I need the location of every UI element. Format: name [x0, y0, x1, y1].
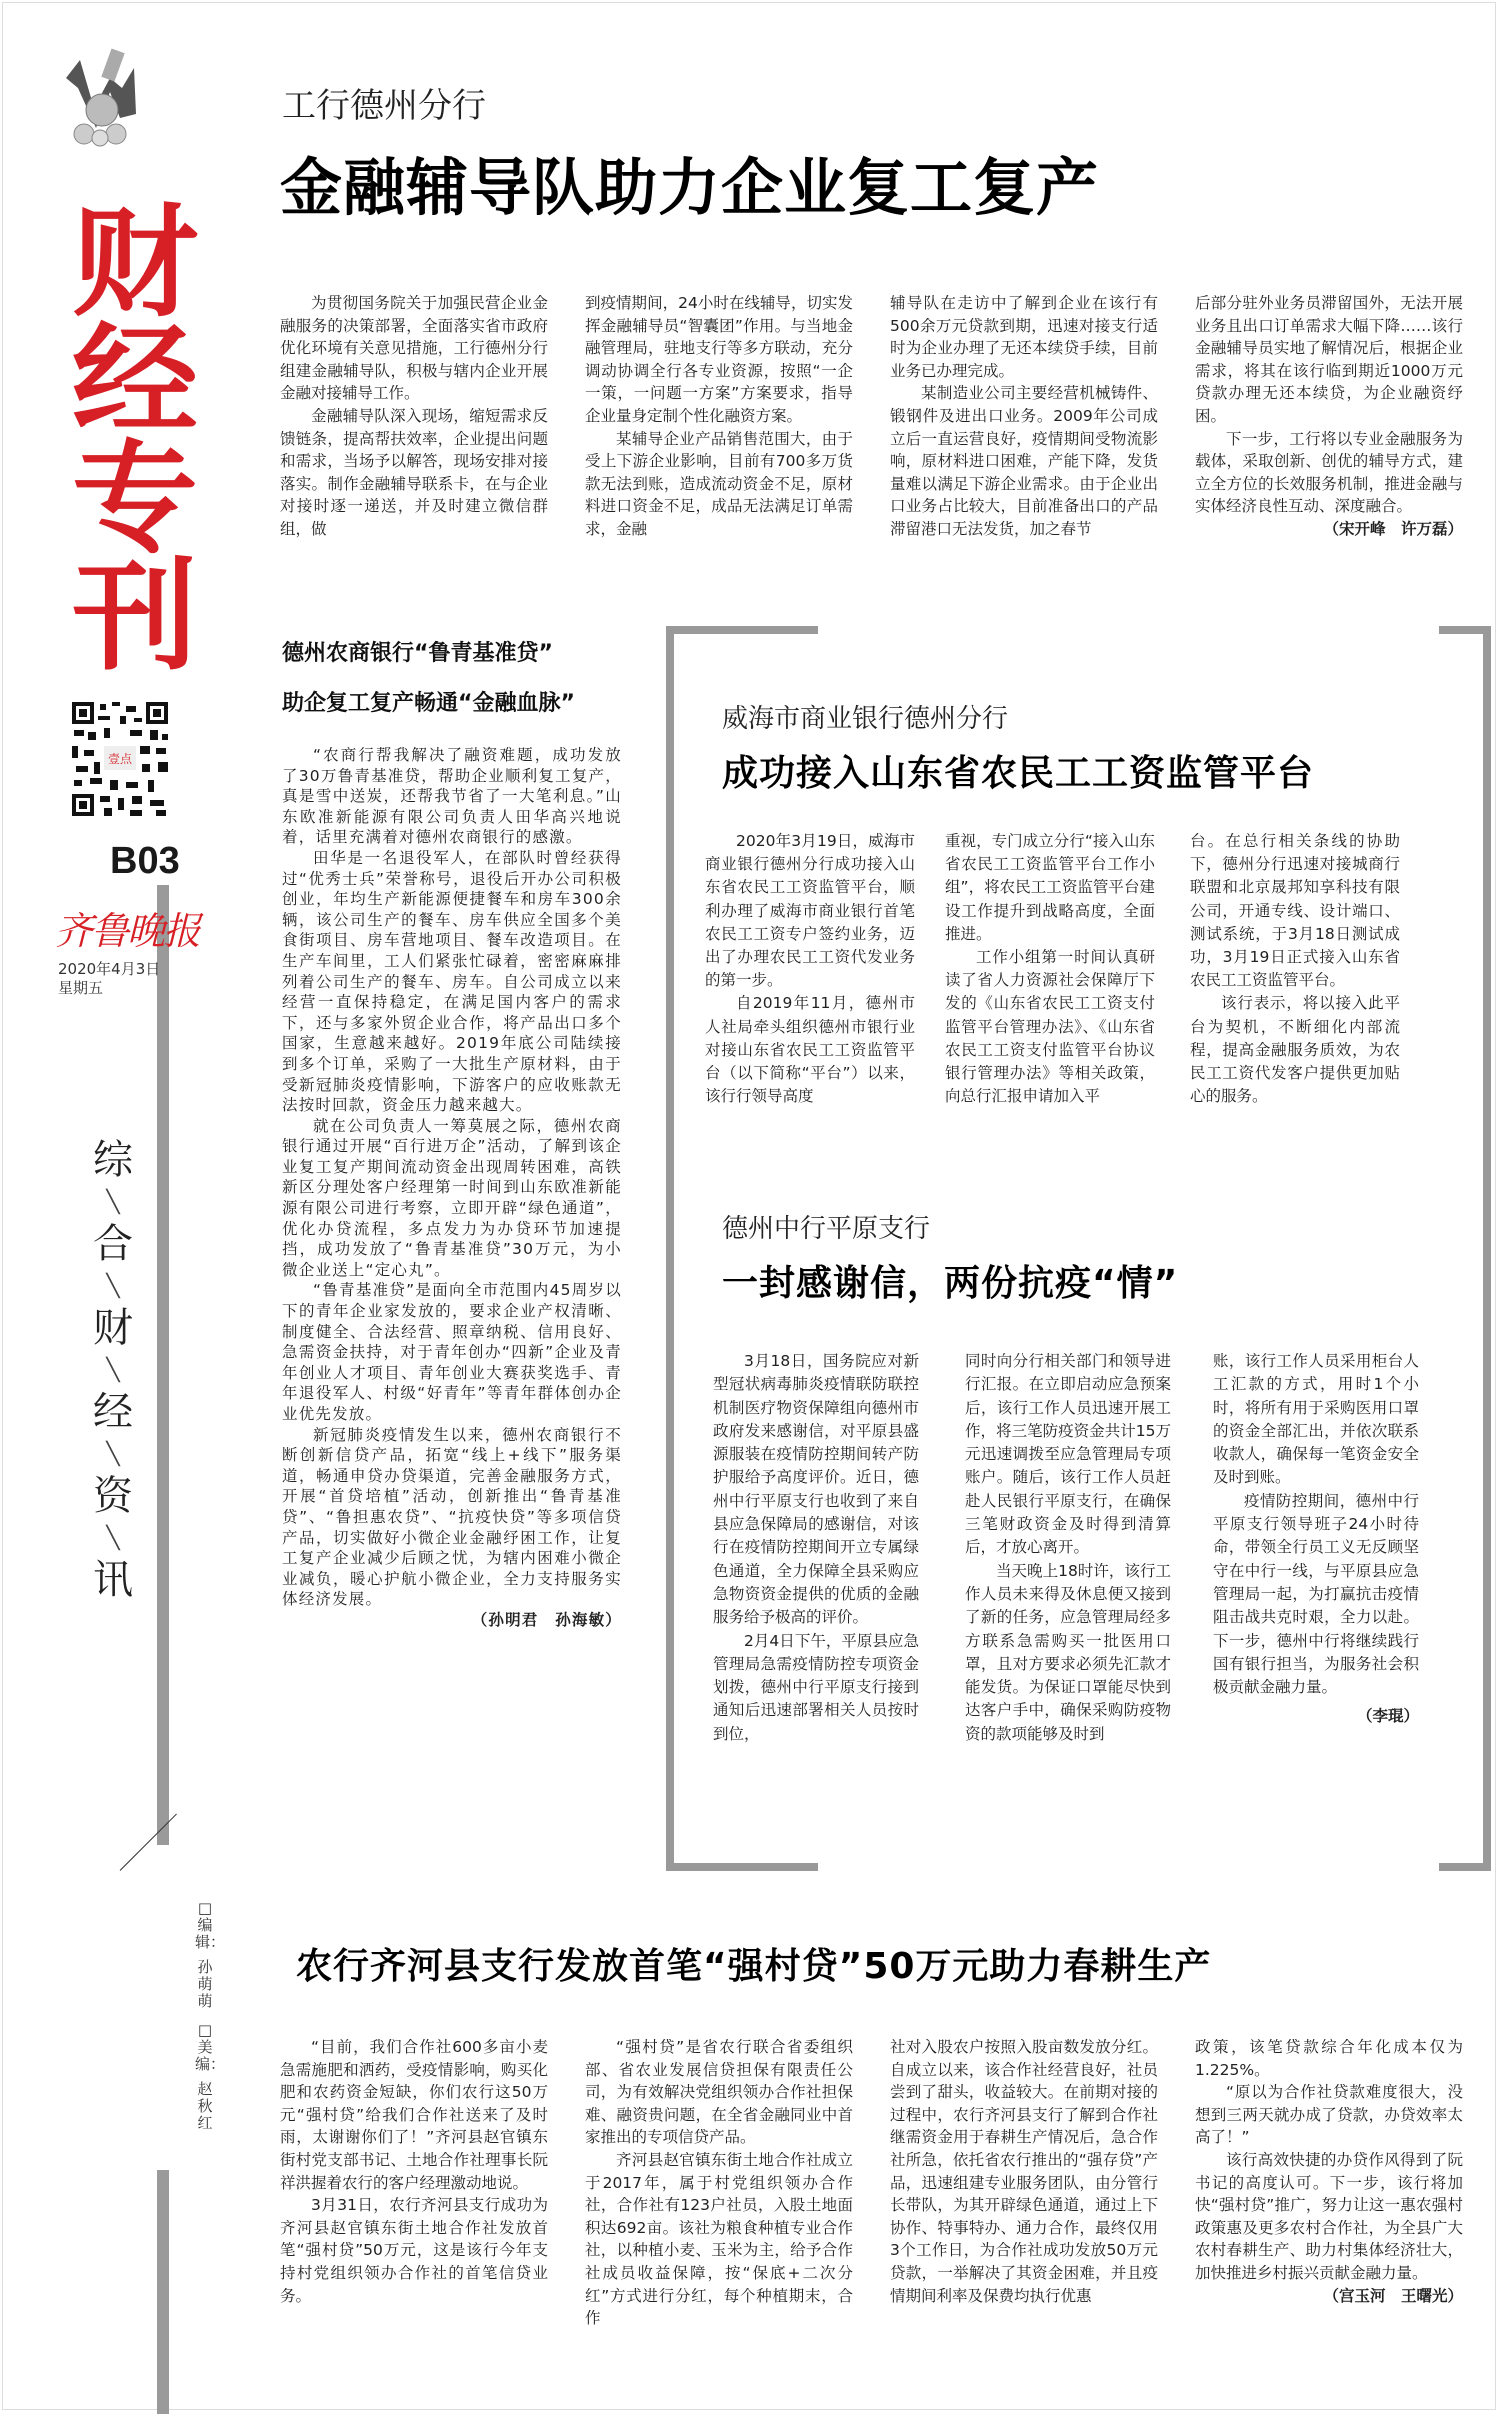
- paragraph: 后部分驻外业务员滞留国外，无法开展业务且出口订单需求大幅下降……该行金融辅导员实地了解情况后，根据企业需求，将其在该行临到期近1000万元贷款办理无还本续贷，为企业融资纾困。: [1195, 294, 1463, 425]
- section-sep: ╲: [106, 1526, 120, 1551]
- paragraph: 为贯彻国务院关于加强民营企业金融服务的决策部署，全面落实省市政府优化环境有关意见措施，工行德州分行组建金融辅导队，积极与辖内企业开展金融对接辅导工作。: [280, 294, 548, 403]
- paragraph: 政策，该笔贷款综合年化成本仅为1.225%。: [1195, 2038, 1463, 2079]
- article1-headline: 金融辅导队助力企业复工复产: [280, 151, 1100, 224]
- masthead-title: [60, 194, 210, 687]
- paragraph: 重视，专门成立分行“接入山东省农民工工资监管平台工作小组”，将农民工工资监管平台建设工作提升到战略高度，全面推进。: [945, 832, 1155, 943]
- section-label: [88, 1137, 138, 1603]
- designer-name: 赵秋红: [197, 2080, 213, 2132]
- section-sep: ╲: [106, 1442, 120, 1467]
- box-border: [666, 626, 818, 634]
- article5-col: [1195, 2036, 1463, 2307]
- paragraph: 同时向分行相关部门和领导进行汇报。在立即启动应急预案后，该行工作人员迅速开展工作，将三笔防疫资金共计15万元迅速调拨至应急管理局专项账户。随后，该行工作人员赶赴人民银行平原支行，在确保三笔财政资金及时得到清算后，才放心离开。: [965, 1352, 1171, 1557]
- section-char: 财: [93, 1305, 133, 1351]
- paragraph: 3月31日，农行齐河县支行成功为齐河县赵官镇东街土地合作社发放首笔“强村贷”50万元，这是该行今年支持村党组织领办合作社的首笔信贷业务。: [280, 2196, 548, 2305]
- paragraph: 疫情防控期间，德州中行平原支行领导班子24小时待命，带领全行员工义无反顾坚守在中行一线，与平原县应急管理局一起，为打赢抗击疫情阻击战共克时艰，全力以赴。下一步，德州中行将继续践行国有银行担当，为服务社会积极贡献金融力量。: [1213, 1491, 1419, 1697]
- paragraph: 下一步，工行将以专业金融服务为载体，采取创新、创优的辅导方式，建立全方位的长效服务机制，推进金融与实体经济良性互动、深度融合。: [1195, 429, 1463, 516]
- paragraph: “目前，我们合作社600多亩小麦急需施肥和洒药，受疫情影响，购买化肥和农药资金短缺，你们农行这50万元“强村贷”给我们合作社送来了及时雨，太谢谢你们了！”齐河县赵官镇东街村党支部书记、土地合作社理事长阮祥洪握着农行的客户经理激动地说。: [280, 2038, 548, 2192]
- article3-col: [1190, 830, 1400, 1108]
- masthead-char: 专: [72, 430, 198, 569]
- qr-center-text: 壹点: [107, 752, 133, 766]
- paragraph: 某制造业公司主要经营机械铸件、锻钢件及进出口业务。2009年公司成立后一直运营良好，疫情期间受物流影响，原材料进口困难，产能下降，发货量难以满足下游企业需求。由于企业出口业务占比较大，目前准备出口的产品滞留港口无法发货，加之春节: [890, 384, 1158, 538]
- article5-col: [585, 2036, 853, 2330]
- paragraph: 辅导队在走访中了解到企业在该行有500余万元贷款到期，迅速对接支行适时为企业办理了无还本续贷手续，目前业务已办理完成。: [890, 294, 1158, 380]
- box-border: [1439, 626, 1491, 634]
- rail-bar: [157, 885, 169, 1845]
- paragraph: 就在公司负责人一筹莫展之际，德州农商银行通过开展“百行进万企”活动，了解到该企业复工复产期间流动资金出现周转困难，高铁新区分理处客户经理第一时间到山东欧准新能源有限公司进行考察，立即开辟“绿色通道”，优化办贷流程，多点发力为办贷环节加速提挡，成功发放了“鲁青基准贷”30万元，为小微企业送上“定心丸”。: [282, 1116, 622, 1279]
- section-sep: ╲: [106, 1358, 120, 1383]
- byline: （宋开峰 许万磊）: [1323, 519, 1463, 538]
- article1-col: [585, 292, 853, 541]
- article3-col: [705, 830, 915, 1108]
- paragraph: “农商行帮我解决了融资难题，成功发放了30万鲁青基准贷，帮助企业顺利复工复产，真是雪中送炭，还帮我节省了一大笔利息。”山东欧准新能源有限公司负责人田华高兴地说着，话里充满着对德州农商银行的感激。: [282, 746, 622, 847]
- section-sep: ╲: [106, 1190, 120, 1215]
- box-border: [666, 626, 674, 1871]
- byline: （孙明君 孙海敏）: [471, 1610, 622, 1629]
- box-border: [1439, 1863, 1491, 1871]
- paragraph: 田华是一名退役军人，在部队时曾经获得过“优秀士兵”荣誉称号，退役后开办公司积极创业，年均生产新能源便捷餐车和房车300余辆，该公司生产的餐车、房车供应全国多个美食街项目、房车营地项目、餐车改造项目。在生产车间里，工人们紧张忙碌着，密密麻麻排列着公司生产的餐车、房车。自公司成立以来经营一直保持稳定，在满足国内客户的需求下，还与多家外贸企业合作，将产品出口多个国家，生意越来越好。2019年底公司陆续接到多个订单，采购了一大批生产原材料，由于受新冠肺炎疫情影响，下游客户的应收账款无法按时回款，资金压力越来越大。: [282, 848, 622, 1115]
- designer-label: □美编：: [195, 2021, 226, 2073]
- article1-kicker: 工行德州分行: [282, 86, 486, 126]
- box-border: [1483, 626, 1491, 1871]
- editor-label: □编辑：: [195, 1899, 226, 1951]
- section-sep: ╲: [106, 1274, 120, 1299]
- article2-body: [282, 745, 622, 1631]
- section-char: 讯: [93, 1557, 133, 1603]
- paragraph: 该行表示，将以接入此平台为契机，不断细化内部流程，提高金融服务质效，为农民工工资代发客户提供更加贴心的服务。: [1190, 994, 1400, 1106]
- newspaper-name: 齐鲁晚报: [55, 909, 200, 953]
- article5-col: [890, 2036, 1158, 2307]
- article3-headline: 成功接入山东省农民工工资监管平台: [722, 753, 1315, 794]
- article1-col: [1195, 292, 1463, 541]
- section-char: 资: [93, 1473, 133, 1519]
- section-char: 经: [93, 1389, 133, 1435]
- article3-col: [945, 830, 1155, 1108]
- date-text: 2020年4月3日: [58, 960, 161, 978]
- finance-logo-icon: [64, 48, 138, 148]
- editor-name: 孙萌萌: [197, 1958, 213, 2010]
- article4-col: [1213, 1350, 1419, 1729]
- article4-headline: 一封感谢信，两份抗疫“情”: [722, 1263, 1179, 1304]
- article2-headline-line1: 德州农商银行“鲁青基准贷”: [282, 641, 553, 666]
- article2-headline-line2: 助企复工复产畅通“金融血脉”: [282, 691, 575, 716]
- page-number: B03: [110, 840, 180, 882]
- paragraph: 自2019年11月，德州市人社局牵头组织德州市银行业对接山东省农民工工资监管平台（以下简称“平台”）以来，该行行领导高度: [705, 994, 915, 1106]
- section-char: 合: [93, 1221, 133, 1267]
- paragraph: 某辅导企业产品销售范围大，由于受上下游企业影响，目前有700多万货款无法到账，造成流动资金不足，原材料进口资金不足，成品无法满足订单需求，金融: [585, 429, 853, 538]
- paragraph: 2020年3月19日，威海市商业银行德州分行成功接入山东省农民工工资监管平台，顺利办理了威海市商业银行首笔农民工工资专户签约业务，迈出了办理农民工工资代发业务的第一步。: [705, 832, 915, 990]
- paragraph: “原以为合作社贷款难度很大，没想到三两天就办成了贷款，办贷效率太高了！”: [1195, 2083, 1463, 2147]
- article4-col: [713, 1350, 919, 1746]
- paragraph: 台。在总行相关条线的协助下，德州分行迅速对接城商行联盟和北京晟邦知享科技有限公司，开通专线、设计端口、测试系统，于3月18日测试成功，3月19日正式接入山东省农民工工资监管平台。: [1190, 832, 1400, 990]
- paragraph: 当天晚上18时许，该行工作人员未来得及休息便又接到了新的任务，应急管理局经多方联系急需购买一批医用口罩，且对方要求必须先汇款才能发货。为保证口罩能尽快到达客户手中，确保采购防疫物资的款项能够及时到: [965, 1561, 1171, 1743]
- byline: （李琨）: [1356, 1707, 1419, 1726]
- rail-bar: [157, 2170, 169, 2414]
- qr-code-icon[interactable]: [70, 700, 170, 818]
- article3-kicker: 威海市商业银行德州分行: [722, 704, 1009, 734]
- article4-kicker: 德州中行平原支行: [722, 1214, 931, 1244]
- paragraph: 金融辅导队深入现场，缩短需求反馈链条，提高帮扶效率，企业提出问题和需求，当场予以解答，现场安排对接落实。制作金融辅导联系卡，在与企业对接时逐一递送，并及时建立微信群组，做: [280, 406, 548, 538]
- paragraph: “强村贷”是省农行联合省委组织部、省农业发展信贷担保有限责任公司，为有效解决党组织领办合作社担保难、融资贵问题，在全省金融同业中首家推出的专项信贷产品。: [585, 2038, 853, 2147]
- article1-col: [280, 292, 548, 541]
- article5-col: [280, 2036, 548, 2307]
- section-char: 综: [93, 1137, 133, 1183]
- article1-col: [890, 292, 1158, 541]
- paragraph: 3月18日，国务院应对新型冠状病毒肺炎疫情联防联控机制医疗物资保障组向德州市政府发来感谢信，对平原县盛源服装在疫情防控期间转产防护服给予高度评价。近日，德州中行平原支行也收到了来自县应急保障局的感谢信，对该行在疫情防控期间开立专属绿色通道，全力保障全县采购应急物资资金提供的优质的金融服务给予极高的评价。: [713, 1352, 919, 1627]
- issue-date: [58, 960, 160, 998]
- box-border: [666, 1863, 818, 1871]
- paragraph: “鲁青基准贷”是面向全市范围内45周岁以下的青年企业家发放的，要求企业产权清晰、制度健全、合法经营、照章纳税、信用良好、急需资金扶持，对于青年创办“四新”企业及青年创业人才项目、青年创业大赛获奖选手、青年退役军人、村级“好青年”等青年群体创办企业优先发放。: [282, 1281, 622, 1423]
- paragraph: 社对入股农户按照入股亩数发放分红。自成立以来，该合作社经营良好，社员尝到了甜头，收益较大。在前期对接的过程中，农行齐河县支行了解到合作社继需资金用于春耕生产情况后，急合作社所急，依托省农行推出的“强存贷”产品，迅速组建专业服务团队，由分管行长带队，为其开辟绿色通道，通过上下协作、特事特办、通力合作，最终仅用3个工作日，为合作社成功发放50万元贷款，一举解决了其资金困难，并且疫情期间利率及保费均执行优惠: [890, 2038, 1158, 2305]
- masthead-char: 刊: [72, 548, 198, 687]
- article4-col: [965, 1350, 1171, 1746]
- paragraph: 到疫情期间，24小时在线辅导，切实发挥金融辅导员“智囊团”作用。与当地金融管理局，驻地支行等多方联动，充分调动协调全行各专业资源，按照“一企一策，一问题一方案”方案要求，指导企业量身定制个性化融资方案。: [585, 294, 853, 425]
- article5-headline: 农行齐河县支行发放首笔“强村贷”50万元助力春耕生产: [296, 1946, 1212, 1987]
- editor-credits: [195, 1899, 226, 2132]
- weekday-text: 星期五: [58, 979, 104, 997]
- byline: （宫玉河 王曙光）: [1323, 2286, 1463, 2305]
- paragraph: 2月4日下午，平原县应急管理局急需疫情防控专项资金划拨，德州中行平原支行接到通知后迅速部署相关人员按时到位，: [713, 1631, 919, 1743]
- paragraph: 齐河县赵官镇东街土地合作社成立于2017年，属于村党组织领办合作社，合作社有123户社员，入股土地面积达692亩。该社为粮食种植专业合作社，以种植小麦、玉米为主，给予合作社成员收益保障，按“保底+二次分红”方式进行分红，每个种植期末，合作: [585, 2150, 853, 2328]
- paragraph: 该行高效快捷的办贷作风得到了阮书记的高度认可。下一步，该行将加快“强村贷”推广，努力让这一惠农强村政策惠及更多农村合作社，为全县广大农村春耕生产、助力村集体经济壮大，加快推进乡村振兴贡献金融力量。: [1195, 2150, 1463, 2282]
- paragraph: 新冠肺炎疫情发生以来，德州农商银行不断创新信贷产品，拓宽“线上+线下”服务渠道，畅通申贷办贷渠道，完善金融服务方式，开展“首贷培植”活动，创新推出“鲁青基准贷”、“鲁担惠农贷”、“抗疫快贷”等多项信贷产品，切实做好小微企业金融纾困工作，让复工复产企业减少后顾之忧，为辖内困难小微企业减负，暖心护航小微企业，全力支持服务实体经济发展。: [282, 1425, 622, 1609]
- paragraph: 工作小组第一时间认真研读了省人力资源社会保障厅下发的《山东省农民工工资支付监管平台管理办法》、《山东省农民工工资支付监管平台协议银行管理办法》等相关政策，向总行汇报申请加入平: [945, 948, 1155, 1106]
- masthead-char: 经: [72, 312, 198, 451]
- masthead-char: 财: [72, 194, 198, 333]
- paragraph: 账，该行工作人员采用柜台人工汇款的方式，用时1个小时，将所有用于采购医用口罩的资金全部汇出，并依次联系收款人，确保每一笔资金安全及时到账。: [1213, 1352, 1419, 1487]
